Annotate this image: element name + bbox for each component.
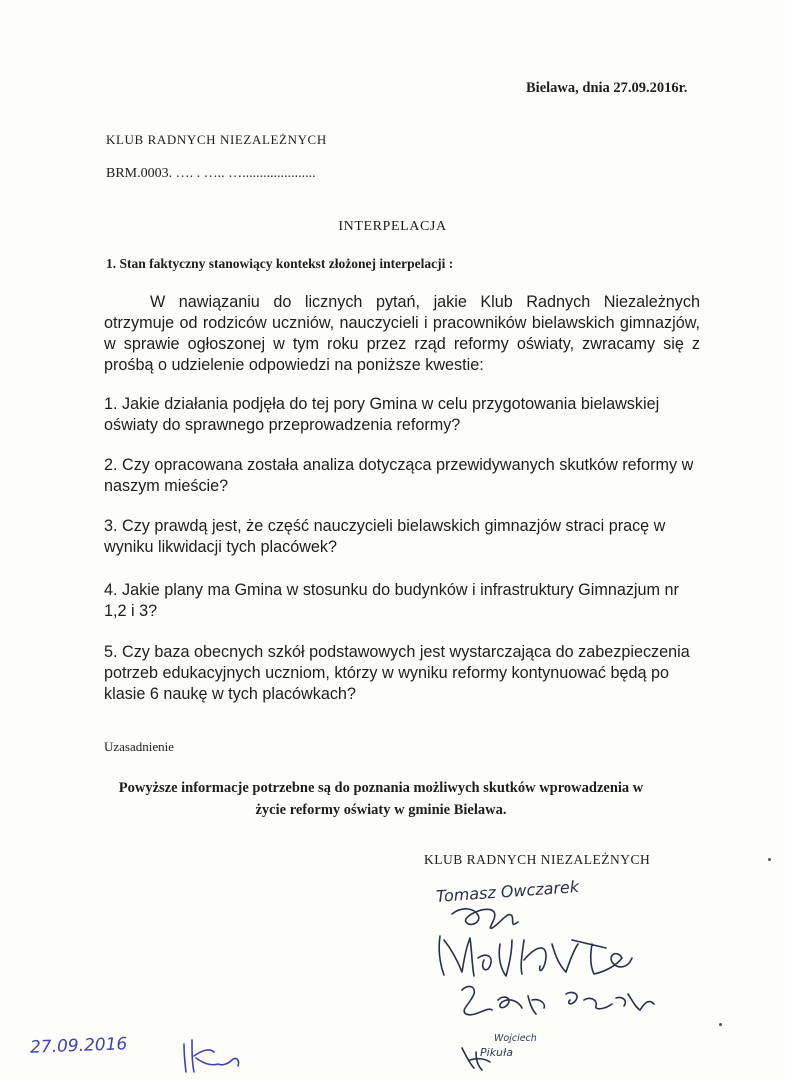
intro-text: W nawiązaniu do licznych pytań, jakie Klub Radnych Niezależnych otrzymuje od rodziców uczniów, nauczycieli i pracowników bielawskich gimnazjów, w sprawie ogłoszonej w tym roku przez rząd reformy oświaty, zwracamy się z prośbą o udzielenie odpowiedzi na poniższe kwestie: xyxy=(104,293,700,374)
signature-scribble-1 xyxy=(452,909,518,928)
question-5: 5. Czy baza obecnych szkół podstawowych jest wystarczająca do zabezpieczenia potrzeb edukacyjnych uczniom, którzy w wyniku reformy kontynuować będą po klasie 6 naukę w tych placówkach? xyxy=(104,643,690,703)
justification-text: Powyższe informacje potrzebne są do poznania możliwych skutków wprowadzenia w życie reformy oświaty w gminie Bielawa. xyxy=(118,780,644,818)
stamp-paraph xyxy=(184,1040,239,1072)
paper-speck xyxy=(719,1023,722,1026)
handwritten-signature-name-3: Pikuła xyxy=(480,1046,513,1059)
document-title: INTERPELACJA xyxy=(338,219,447,234)
handwritten-signature-name-2: Wojciech xyxy=(494,1033,537,1044)
signature-small-4 xyxy=(462,1048,490,1070)
signature-3 xyxy=(462,987,654,1015)
question-3: 3. Czy prawdą jest, że część nauczycieli bielawskich gimnazjów straci pracę w wyniku likwidacji tych placówek? xyxy=(104,517,666,556)
signature-club-name: KLUB RADNYCH NIEZALEŻNYCH xyxy=(424,852,651,867)
paper-speck xyxy=(768,858,771,861)
reference-number: BRM.0003. …. . ….. …..................... xyxy=(106,166,316,181)
section-heading: 1. Stan faktyczny stanowiący kontekst złożonej interpelacji : xyxy=(106,256,454,271)
justification-label: Uzasadnienie xyxy=(104,739,175,754)
handwritten-signature-name-1: Tomasz Owczarek xyxy=(435,877,580,906)
question-2: 2. Czy opracowana została analiza dotycząca przewidywanych skutków reformy w naszym mieście? xyxy=(104,456,694,495)
question-4: 4. Jakie plany ma Gmina w stosunku do budynków i infrastruktury Gimnazjum nr 1,2 i 3? xyxy=(104,581,679,620)
place-date: Bielawa, dnia 27.09.2016r. xyxy=(526,80,688,96)
signature-big-2 xyxy=(439,936,632,976)
question-1: 1. Jakie działania podjęła do tej pory Gmina w celu przygotowania bielawskiej oświaty do sprawnego przeprowadzenia reformy? xyxy=(104,395,660,434)
club-name-header: KLUB RADNYCH NIEZALEŻNYCH xyxy=(106,132,327,147)
received-date-stamp: 27.09.2016 xyxy=(29,1034,128,1058)
